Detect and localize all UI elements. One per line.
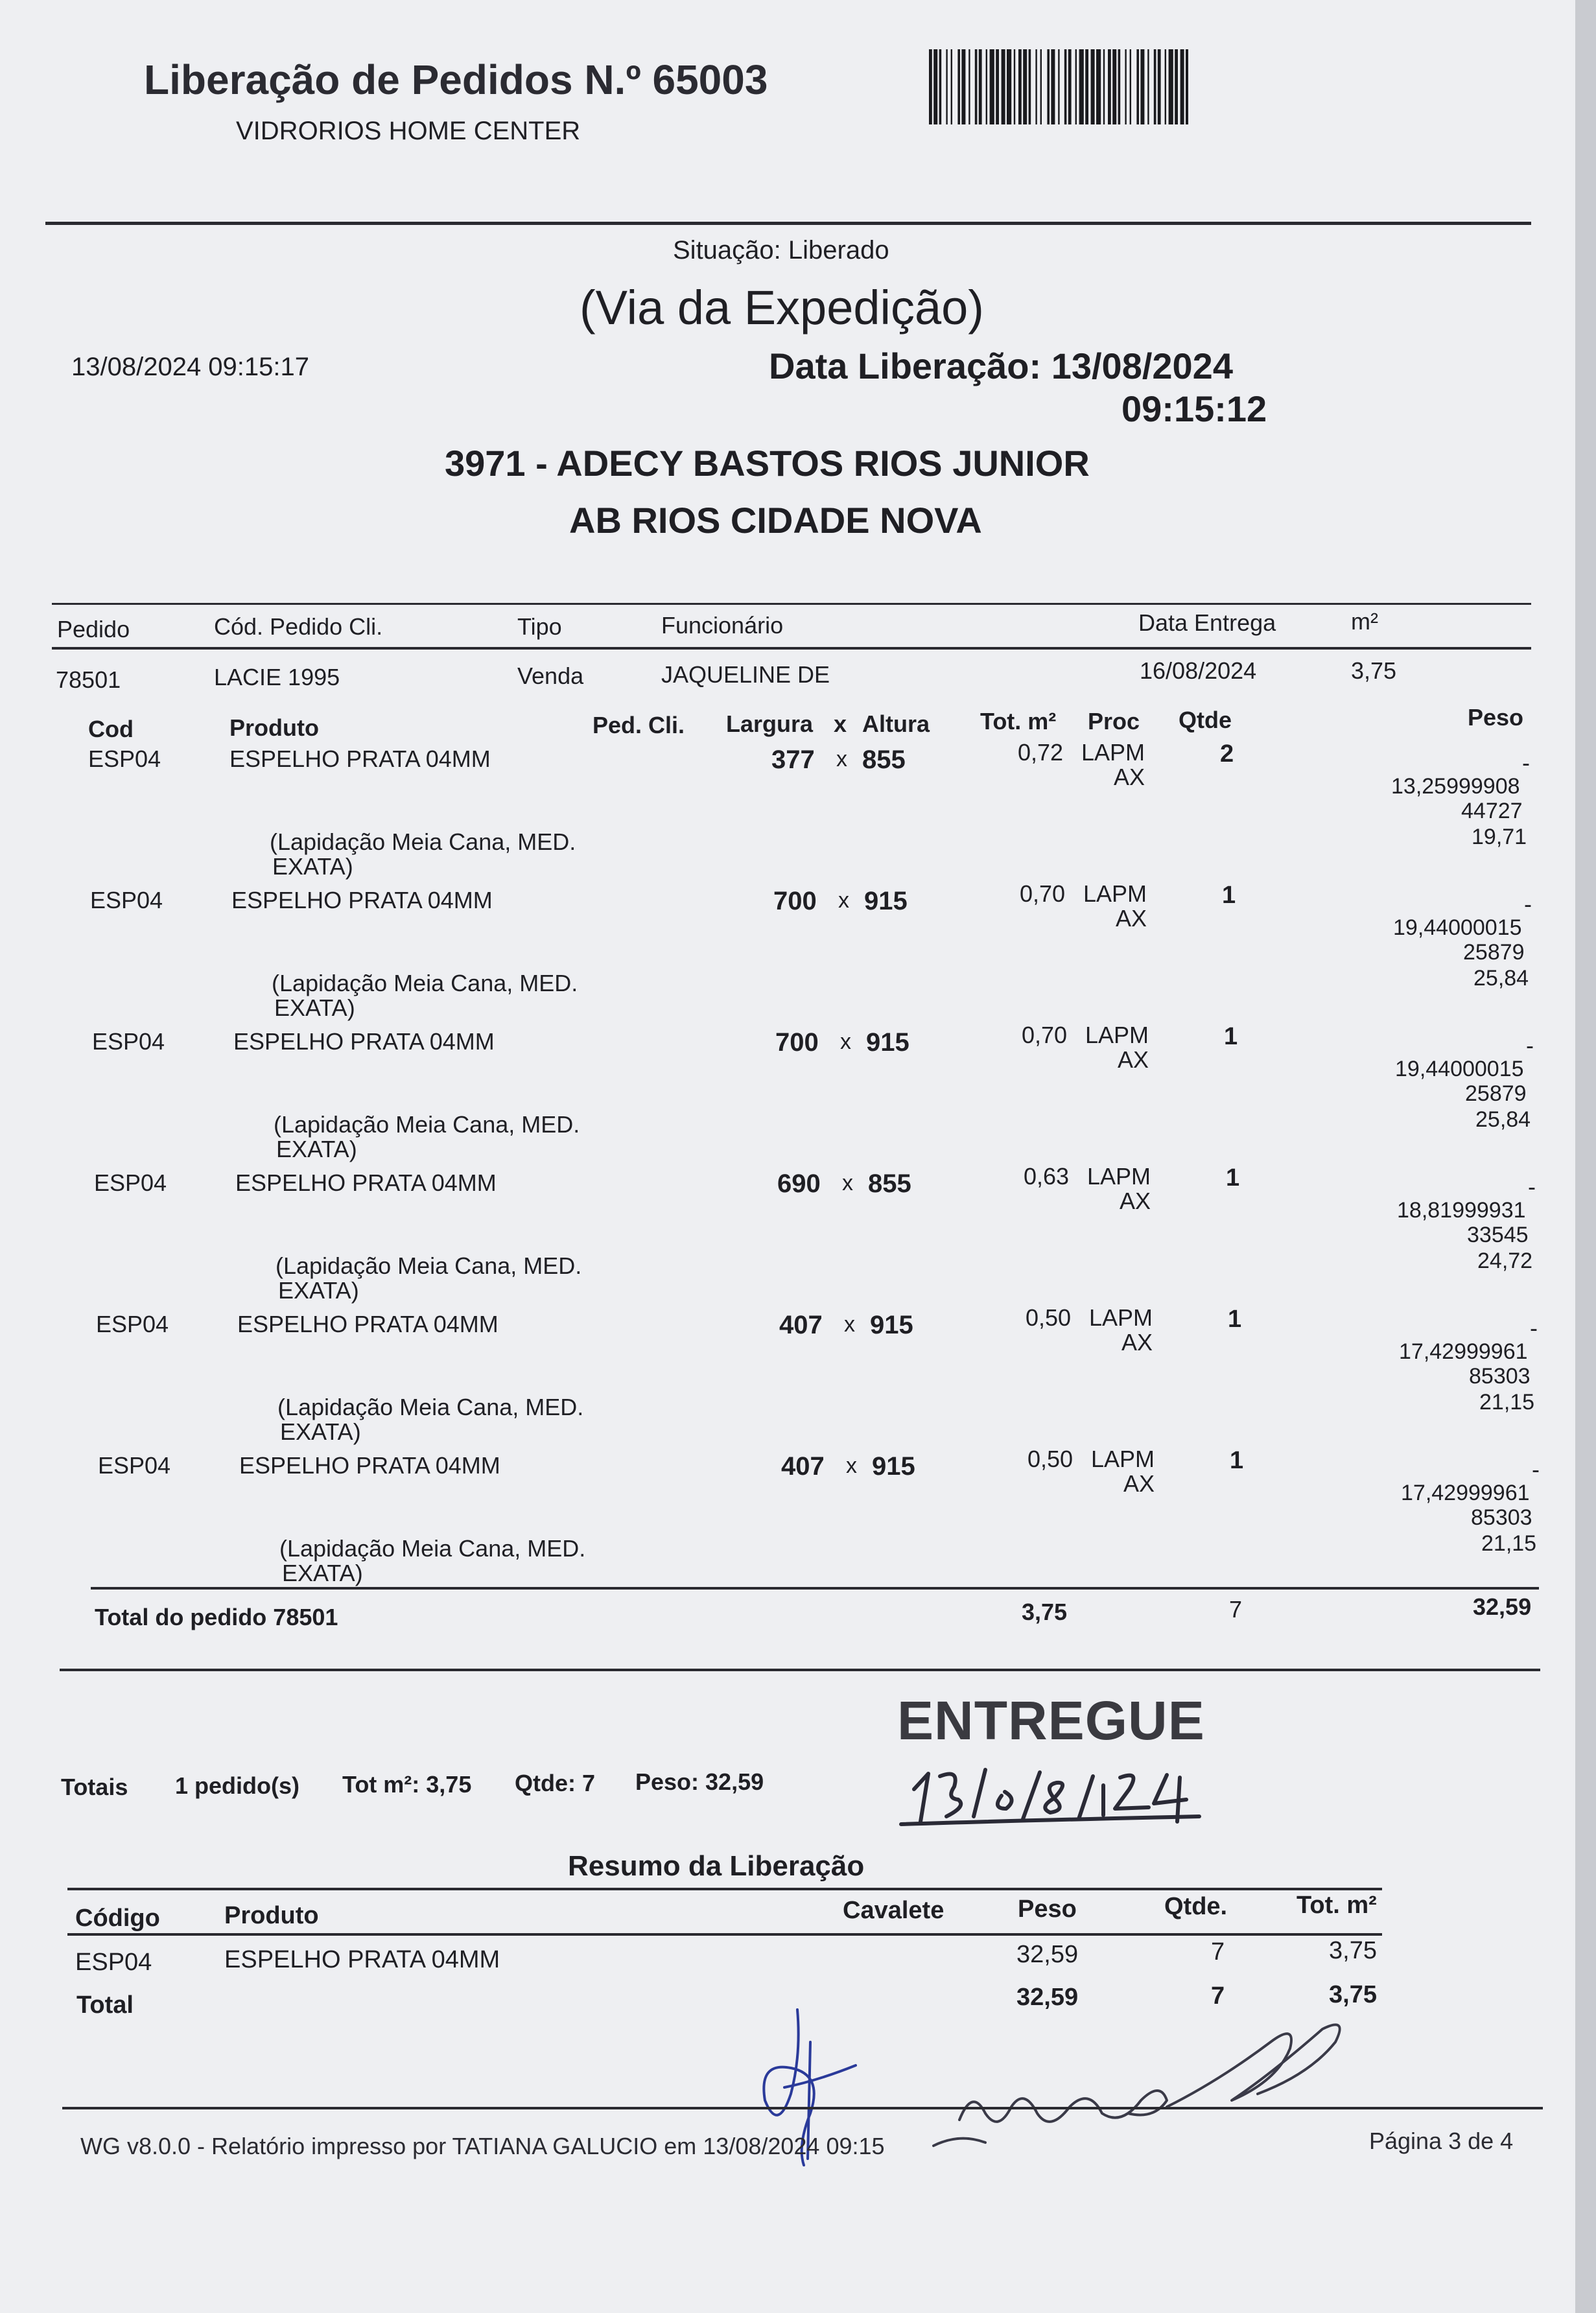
item-x: x	[842, 1171, 853, 1195]
footer-page-number: Página 3 de 4	[1369, 2128, 1514, 2154]
employee-name: JAQUELINE DE	[661, 661, 830, 688]
barcode-bar	[1035, 49, 1037, 124]
client-name: 3971 - ADECY BASTOS RIOS JUNIOR	[445, 443, 1090, 484]
items-col-qtde: Qtde	[1179, 707, 1232, 733]
item-peso-line2: 25879	[1463, 940, 1525, 965]
summary-total-tot-m2: 3,75	[1329, 1981, 1377, 2008]
item-proc-line1: LAPM	[1091, 1446, 1155, 1472]
item-proc-line2: AX	[1121, 1329, 1153, 1356]
barcode-bar	[979, 49, 982, 124]
barcode-bar	[1014, 49, 1015, 124]
barcode-icon	[929, 49, 1188, 124]
item-proc-line1: LAPM	[1087, 1163, 1151, 1190]
footer-printed-by: WG v8.0.0 - Relatório impresso por TATIANA GALUCIO em 13/08/2024 09:15	[80, 2133, 885, 2159]
barcode-bar	[929, 49, 932, 124]
item-proc-line2: AX	[1123, 1470, 1155, 1497]
item-obs-line2: EXATA)	[278, 1277, 359, 1304]
item-proc-line2: AX	[1116, 905, 1147, 932]
summary-col-produto: Produto	[224, 1902, 319, 1929]
summary-row-produto: ESPELHO PRATA 04MM	[224, 1946, 500, 1973]
item-peso-line1: 18,81999931	[1397, 1198, 1526, 1223]
item-largura: 690	[777, 1169, 821, 1198]
item-peso-line2: 33545	[1467, 1223, 1529, 1247]
item-produto: ESPELHO PRATA 04MM	[233, 1028, 495, 1055]
summary-col-tot-m2: Tot. m²	[1297, 1892, 1377, 1919]
barcode-bar	[1029, 49, 1031, 124]
barcode-bar	[957, 49, 960, 124]
item-proc-line1: LAPM	[1089, 1304, 1153, 1331]
barcode-bar	[1064, 49, 1067, 124]
item-qtde: 1	[1224, 1023, 1238, 1050]
col-pedido: Pedido	[57, 616, 130, 642]
summary-total-label: Total	[76, 1991, 134, 2019]
item-peso-line3: 21,15	[1479, 1390, 1535, 1415]
release-time: 09:15:12	[1121, 388, 1267, 429]
item-cod: ESP04	[96, 1311, 169, 1337]
items-col-peso: Peso	[1468, 704, 1524, 731]
item-largura: 407	[779, 1311, 823, 1339]
barcode-bar	[986, 49, 987, 124]
items-col-proc: Proc	[1088, 708, 1140, 734]
item-obs-line1: (Lapidação Meia Cana, MED.	[277, 1394, 584, 1420]
item-proc-line2: AX	[1118, 1046, 1149, 1073]
release-date: Data Liberação: 13/08/2024	[769, 346, 1233, 386]
barcode-bar	[1186, 49, 1188, 124]
barcode-bar	[1023, 49, 1027, 124]
item-peso-dash: -	[1532, 1456, 1540, 1483]
barcode-bar	[1075, 49, 1077, 124]
footer-rule	[62, 2107, 1543, 2109]
item-obs-line1: (Lapidação Meia Cana, MED.	[270, 828, 576, 855]
barcode-bar	[961, 49, 965, 124]
barcode-bar	[968, 49, 970, 124]
item-qtde: 1	[1228, 1306, 1242, 1333]
order-total-peso: 32,59	[1473, 1593, 1532, 1620]
barcode-bar	[1002, 49, 1005, 124]
barcode-bar	[1130, 49, 1131, 124]
item-obs-line2: EXATA)	[274, 994, 355, 1021]
summary-header-rule	[67, 1933, 1382, 1936]
item-cod: ESP04	[90, 887, 163, 913]
barcode-bar	[1091, 49, 1095, 124]
item-tot-m2: 0,50	[1027, 1446, 1074, 1472]
col-tipo: Tipo	[517, 613, 562, 640]
summary-title: Resumo da Liberação	[568, 1850, 865, 1882]
order-total-m2: 3,75	[1022, 1599, 1068, 1625]
item-tot-m2: 0,70	[1022, 1022, 1068, 1048]
item-peso-dash: -	[1530, 1315, 1538, 1341]
item-peso-line1: 17,42999961	[1401, 1481, 1530, 1505]
barcode-bar	[1147, 49, 1149, 124]
item-peso-dash: -	[1526, 1032, 1534, 1059]
barcode-bar	[1047, 49, 1050, 124]
barcode-bar	[975, 49, 978, 124]
items-col-ped-cli: Ped. Cli.	[593, 712, 685, 738]
barcode-bar	[1096, 49, 1101, 124]
item-tot-m2: 0,70	[1020, 880, 1066, 907]
item-tot-m2: 0,63	[1024, 1163, 1070, 1190]
item-x: x	[840, 1029, 851, 1054]
summary-col-cavalete: Cavalete	[843, 1897, 945, 1924]
summary-top-rule	[67, 1888, 1382, 1890]
barcode-bar	[1079, 49, 1084, 124]
order-m2: 3,75	[1351, 657, 1397, 684]
barcode-bar	[1180, 49, 1184, 124]
item-peso-line1: 19,44000015	[1393, 915, 1522, 940]
barcode-bar	[951, 49, 952, 124]
item-produto: ESPELHO PRATA 04MM	[237, 1311, 499, 1337]
company-name: VIDRORIOS HOME CENTER	[236, 117, 581, 145]
item-produto: ESPELHO PRATA 04MM	[239, 1452, 500, 1479]
item-largura: 377	[771, 746, 815, 774]
item-peso-line1: 13,25999908	[1391, 774, 1520, 799]
item-qtde: 1	[1230, 1447, 1244, 1474]
barcode-bar	[1165, 49, 1166, 124]
items-total-rule	[91, 1587, 1539, 1590]
order-header-bottom-rule	[52, 647, 1531, 650]
totals-top-rule	[60, 1669, 1540, 1671]
barcode-bar	[1058, 49, 1059, 124]
barcode-bar	[1125, 49, 1126, 124]
item-peso-line2: 85303	[1471, 1505, 1532, 1530]
print-datetime: 13/08/2024 09:15:17	[71, 353, 310, 381]
summary-col-peso: Peso	[1018, 1896, 1077, 1923]
order-number: 78501	[56, 666, 121, 693]
item-peso-line2: 44727	[1461, 799, 1523, 823]
barcode-bar	[939, 49, 942, 124]
barcode-bar	[1108, 49, 1111, 124]
item-obs-line2: EXATA)	[276, 1136, 357, 1162]
item-obs-line1: (Lapidação Meia Cana, MED.	[276, 1252, 582, 1279]
item-produto: ESPELHO PRATA 04MM	[235, 1169, 497, 1196]
barcode-bar	[1085, 49, 1088, 124]
item-qtde: 1	[1222, 882, 1236, 909]
order-header-top-rule	[52, 603, 1531, 605]
item-peso-dash: -	[1522, 749, 1530, 776]
barcode-bar	[1118, 49, 1121, 124]
summary-row-qtde: 7	[1211, 1938, 1225, 1966]
barcode-bar	[1018, 49, 1022, 124]
barcode-bar	[933, 49, 937, 124]
barcode-bar	[1007, 49, 1011, 124]
item-peso-line3: 24,72	[1477, 1249, 1533, 1273]
item-proc-line2: AX	[1120, 1188, 1151, 1214]
item-qtde: 1	[1226, 1164, 1240, 1192]
item-cod: ESP04	[94, 1169, 167, 1196]
barcode-bar	[1103, 49, 1105, 124]
order-total-qtde: 7	[1229, 1596, 1243, 1623]
item-altura: 915	[864, 887, 908, 915]
item-tot-m2: 0,50	[1026, 1304, 1072, 1331]
item-largura: 700	[775, 1028, 819, 1057]
status-text: Situação: Liberado	[673, 236, 889, 264]
summary-row-peso: 32,59	[1016, 1941, 1079, 1968]
summary-total-qtde: 7	[1211, 1982, 1225, 2010]
client-store: AB RIOS CIDADE NOVA	[569, 500, 982, 541]
item-altura: 915	[866, 1028, 909, 1057]
items-col-cod: Cod	[88, 716, 134, 742]
item-proc-line2: AX	[1114, 764, 1145, 790]
handwritten-date-icon	[895, 1744, 1219, 1828]
item-altura: 915	[872, 1452, 915, 1481]
barcode-bar	[1040, 49, 1042, 124]
barcode-bar	[1068, 49, 1072, 124]
item-x: x	[844, 1312, 855, 1337]
item-altura: 855	[862, 746, 906, 774]
via-title: (Via da Expedição)	[580, 281, 984, 335]
summary-total-peso: 32,59	[1016, 1984, 1079, 2011]
item-x: x	[846, 1453, 857, 1478]
col-cod-pedido-cli: Cód. Pedido Cli.	[214, 613, 383, 640]
totais-pedidos: 1 pedido(s)	[175, 1772, 300, 1799]
delivery-date: 16/08/2024	[1140, 657, 1257, 684]
order-type: Venda	[517, 663, 584, 689]
item-peso-line1: 19,44000015	[1395, 1057, 1524, 1081]
item-largura: 407	[781, 1452, 825, 1481]
item-peso-line1: 17,42999961	[1399, 1339, 1528, 1364]
client-order-code: LACIE 1995	[214, 664, 340, 690]
item-x: x	[838, 888, 849, 913]
barcode-bar	[946, 49, 947, 124]
item-obs-line1: (Lapidação Meia Cana, MED.	[272, 970, 578, 996]
item-peso-dash: -	[1528, 1173, 1536, 1200]
summary-col-codigo: Código	[75, 1905, 160, 1932]
item-proc-line1: LAPM	[1081, 739, 1145, 766]
item-proc-line1: LAPM	[1083, 880, 1147, 907]
item-obs-line1: (Lapidação Meia Cana, MED.	[274, 1111, 580, 1138]
items-col-altura: Altura	[862, 710, 930, 737]
items-col-x: x	[834, 710, 847, 737]
items-col-tot-m2: Tot. m²	[980, 708, 1057, 734]
item-peso-line3: 25,84	[1475, 1107, 1531, 1132]
barcode-bar	[1169, 49, 1173, 124]
item-qtde: 2	[1220, 740, 1234, 768]
item-peso-line2: 25879	[1465, 1081, 1527, 1106]
item-peso-line3: 25,84	[1473, 966, 1529, 991]
col-data-entrega: Data Entrega	[1138, 609, 1276, 636]
barcode-bar	[1051, 49, 1055, 124]
items-col-largura: Largura	[726, 710, 814, 737]
barcode-bar	[990, 49, 994, 124]
item-peso-line2: 85303	[1469, 1364, 1531, 1389]
header-divider	[45, 222, 1531, 225]
item-cod: ESP04	[98, 1452, 171, 1479]
item-largura: 700	[773, 887, 817, 915]
item-obs-line2: EXATA)	[280, 1418, 361, 1445]
item-tot-m2: 0,72	[1018, 739, 1064, 766]
item-obs-line1: (Lapidação Meia Cana, MED.	[279, 1535, 586, 1562]
summary-row-tot-m2: 3,75	[1329, 1937, 1377, 1964]
item-peso-dash: -	[1524, 891, 1532, 917]
order-total-label: Total do pedido 78501	[95, 1604, 338, 1630]
item-obs-line2: EXATA)	[282, 1560, 363, 1586]
summary-col-qtde: Qtde.	[1164, 1893, 1228, 1920]
item-x: x	[836, 747, 847, 771]
totais-qtde: Qtde: 7	[515, 1770, 596, 1796]
delivered-stamp: ENTREGUE	[897, 1690, 1205, 1751]
item-altura: 915	[870, 1311, 913, 1339]
barcode-bar	[1158, 49, 1161, 124]
barcode-bar	[1136, 49, 1139, 124]
totais-label: Totais	[61, 1774, 128, 1800]
item-proc-line1: LAPM	[1085, 1022, 1149, 1048]
item-cod: ESP04	[92, 1028, 165, 1055]
totais-peso: Peso: 32,59	[635, 1768, 764, 1795]
barcode-bar	[1154, 49, 1156, 124]
item-obs-line2: EXATA)	[272, 853, 353, 880]
summary-row-codigo: ESP04	[75, 1949, 152, 1976]
item-produto: ESPELHO PRATA 04MM	[229, 746, 491, 772]
totais-tot-m2: Tot m²: 3,75	[342, 1771, 472, 1798]
col-funcionario: Funcionário	[661, 612, 784, 639]
item-cod: ESP04	[88, 746, 161, 772]
barcode-bar	[1112, 49, 1116, 124]
item-altura: 855	[868, 1169, 911, 1198]
barcode-bar	[1140, 49, 1144, 124]
barcode-bar	[996, 49, 999, 124]
item-peso-line3: 21,15	[1481, 1531, 1537, 1556]
barcode-bar	[1175, 49, 1178, 124]
items-col-produto: Produto	[229, 714, 319, 741]
item-produto: ESPELHO PRATA 04MM	[231, 887, 493, 913]
col-m2: m²	[1351, 608, 1378, 635]
item-peso-line3: 19,71	[1472, 825, 1527, 849]
document-title: Liberação de Pedidos N.º 65003	[144, 56, 768, 103]
